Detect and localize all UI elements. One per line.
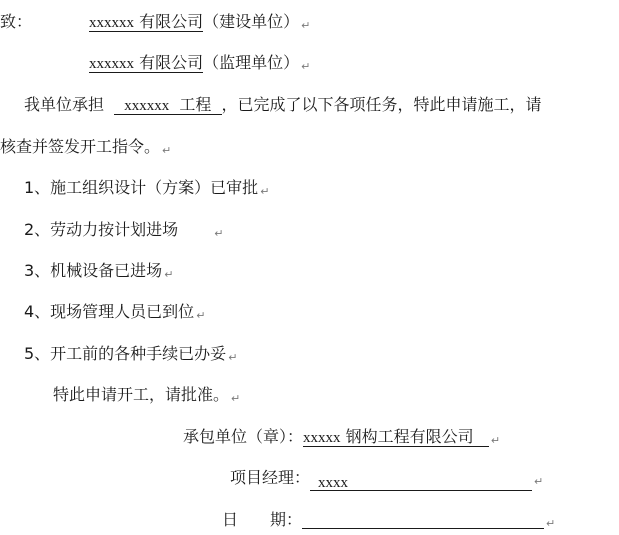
contractor-name: xxxxx 钢构工程有限公司 [303, 427, 489, 447]
paragraph-mark-icon: ↵ [196, 309, 206, 322]
addressee-prefix: 致： [0, 12, 33, 31]
contractor-line [183, 427, 500, 451]
paragraph-mark-icon: ↵ [162, 144, 172, 157]
manager-line [230, 468, 543, 492]
paragraph-mark-icon: ↵ [260, 185, 270, 198]
manager-field: xxxx [310, 472, 532, 491]
paragraph-mark-icon: ↵ [301, 60, 311, 73]
intro-line-2: 核查并签发开工指令。 ↵ [0, 137, 172, 157]
paragraph-mark-icon: ↵ [546, 517, 556, 530]
intro-line-1: 我单位承担 xxxxxx 工程 ，已完成了以下各项任务，特此申请施工，请 [24, 95, 542, 114]
list-item: 2、劳动力按计划进场 ↵ [24, 220, 224, 240]
list-item: 3、机械设备已进场 ↵ [24, 261, 174, 281]
date-field [302, 510, 544, 529]
paragraph-mark-icon: ↵ [301, 19, 311, 32]
addressee-supervision [89, 53, 310, 77]
contractor-label: 承包单位（章）： [183, 427, 304, 446]
paragraph-mark-icon: ↵ [214, 227, 224, 240]
list-item: 4、现场管理人员已到位 ↵ [24, 302, 206, 322]
paragraph-mark-icon: ↵ [164, 268, 174, 281]
list-item: 5、开工前的各种手续已办妥 ↵ [24, 344, 238, 364]
paragraph-mark-icon: ↵ [228, 351, 238, 364]
construction-unit-role: （建设单位） [203, 12, 300, 31]
project-name: xxxxxx 工程 [114, 95, 222, 115]
construction-unit-name: xxxxxx 有限公司 [89, 12, 204, 31]
supervision-unit-name: xxxxxx 有限公司 [89, 53, 204, 72]
paragraph-mark-icon: ↵ [231, 392, 241, 405]
supervision-unit-role: （监理单位） [203, 53, 300, 72]
date-line [222, 510, 555, 534]
date-label: 日 期： [222, 510, 303, 529]
closing-text: 特此申请开工，请批准。 ↵ [53, 385, 241, 405]
paragraph-mark-icon: ↵ [534, 475, 544, 488]
paragraph-mark-icon: ↵ [490, 434, 501, 447]
list-item: 1、施工组织设计（方案）已审批 ↵ [24, 178, 270, 198]
manager-label: 项目经理： [230, 468, 311, 487]
addressee-construction [0, 12, 310, 36]
